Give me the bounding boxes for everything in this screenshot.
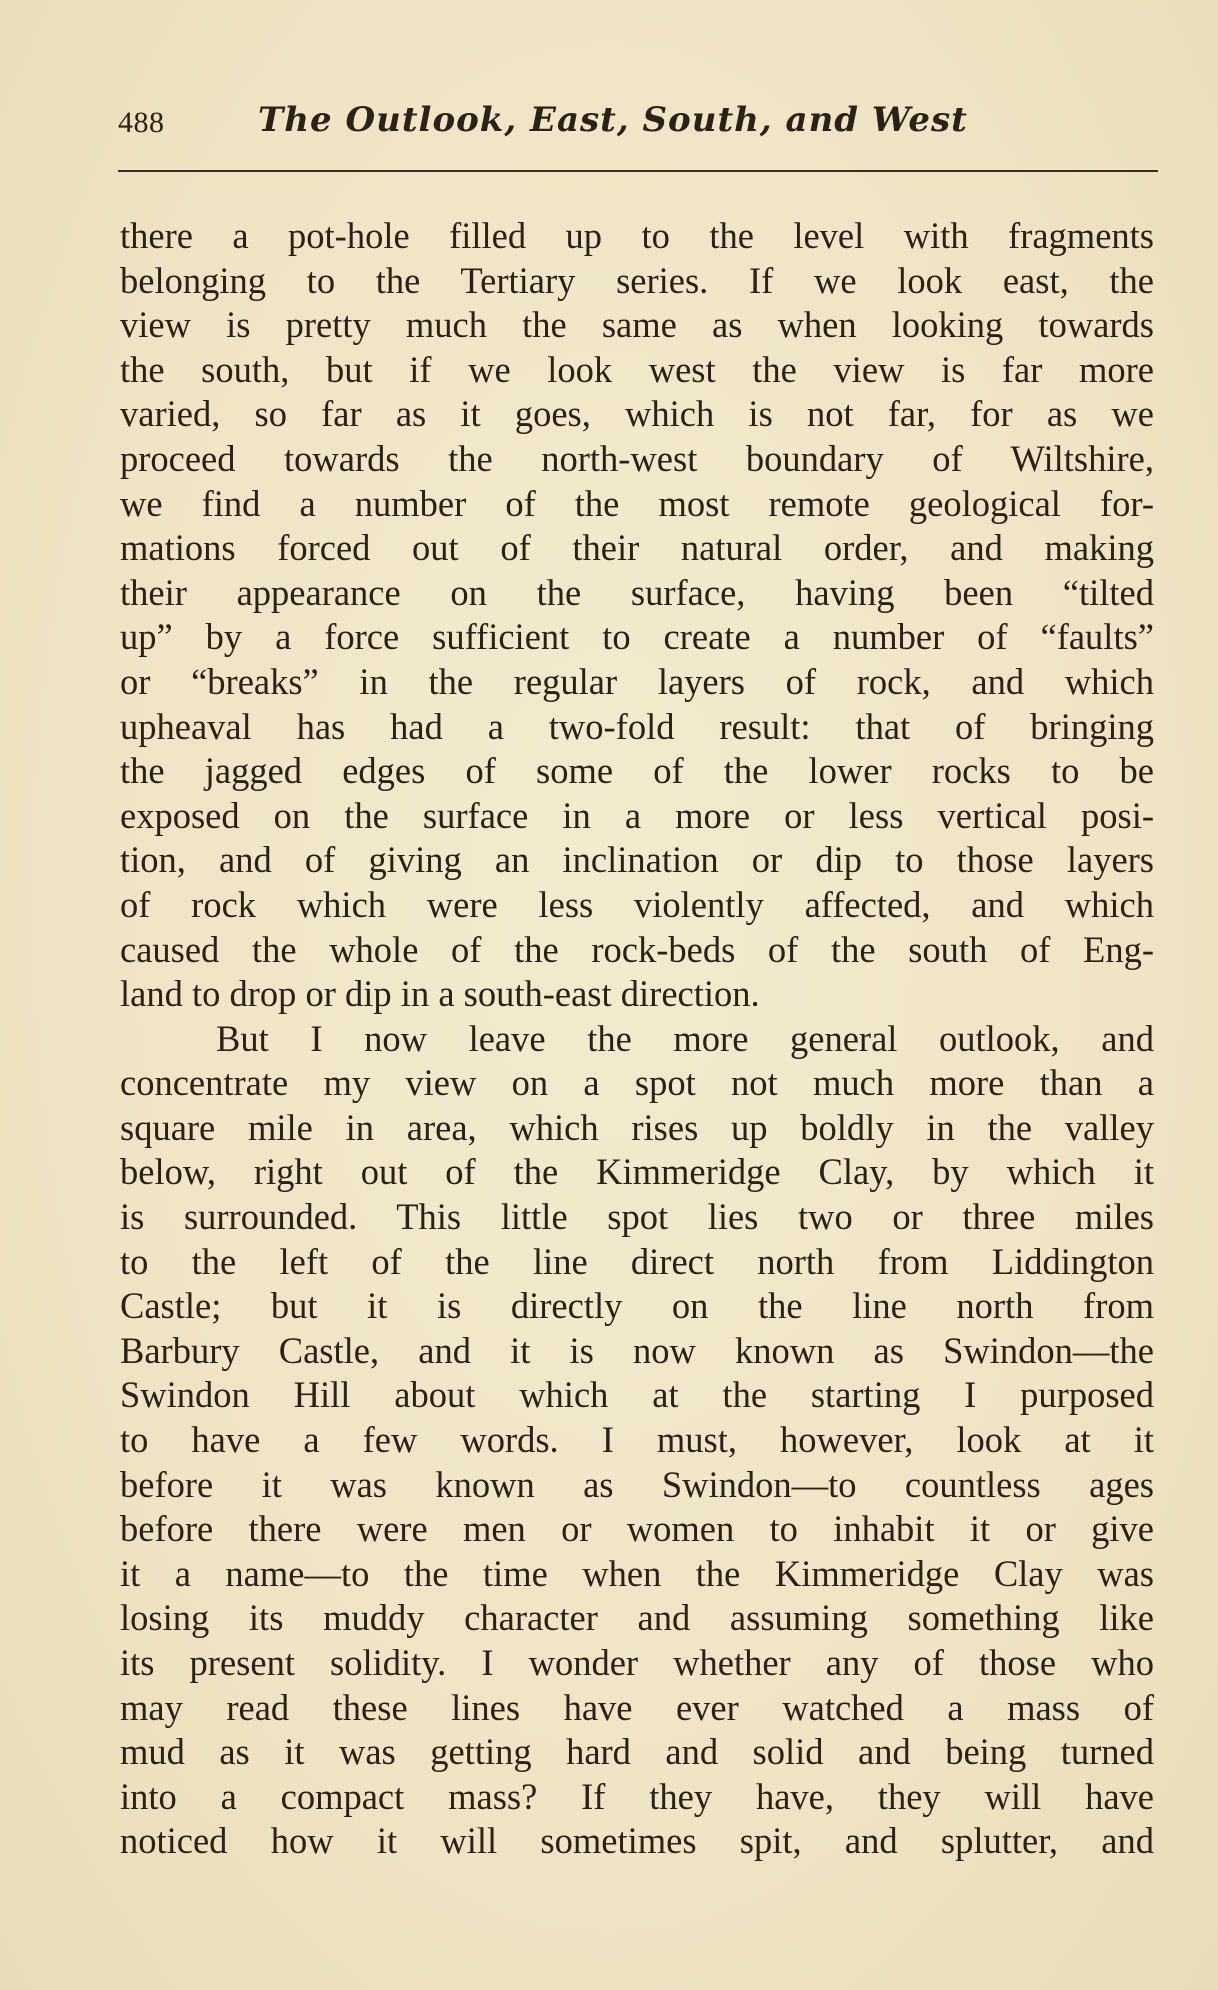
text-line: Castle; but it is directly on the line north from (120, 1285, 1154, 1327)
text-line: Swindon Hill about which at the starting I purposed (120, 1374, 1154, 1416)
text-line: concentrate my view on a spot not much more than a (120, 1062, 1154, 1104)
text-line: into a compact mass? If they have, they will have (120, 1775, 1154, 1817)
text-line: the jagged edges of some of the lower rocks to be (120, 750, 1154, 792)
text-line: land to drop or dip in a south-east direction. (120, 973, 760, 1015)
body-text (120, 214, 1154, 1864)
text-line: view is pretty much the same as when looking towards (120, 304, 1154, 346)
text-line: But I now leave the more general outlook, and (216, 1017, 1154, 1059)
page-header (118, 100, 1158, 150)
text-line: we find a number of the most remote geological for- (120, 482, 1154, 524)
text-line: caused the whole of the rock-beds of the south of Eng- (120, 928, 1154, 970)
text-line: their appearance on the surface, having been “tilted (120, 571, 1154, 613)
text-line: below, right out of the Kimmeridge Clay, by which it (120, 1151, 1154, 1193)
text-line: of rock which were less violently affected, and which (120, 883, 1154, 925)
text-line: upheaval has had a two-fold result: that of bringing (120, 705, 1154, 747)
text-line: Barbury Castle, and it is now known as Swindon—the (120, 1329, 1154, 1371)
header-rule (118, 170, 1158, 172)
text-line: is surrounded. This little spot lies two or three miles (120, 1196, 1154, 1238)
text-line: may read these lines have ever watched a mass of (120, 1686, 1154, 1728)
text-line: noticed how it will sometimes spit, and splutter, and (120, 1820, 1154, 1862)
text-line: there a pot-hole filled up to the level with fragments (120, 215, 1154, 256)
text-line: to the left of the line direct north from Liddington (120, 1240, 1154, 1282)
page-number: 488 (118, 106, 165, 139)
text-line: square mile in area, which rises up boldly in the valley (120, 1106, 1154, 1148)
text-line: exposed on the surface in a more or less vertical posi- (120, 794, 1154, 836)
text-line: losing its muddy character and assuming something like (120, 1597, 1154, 1639)
text-line: before there were men or women to inhabit it or give (120, 1508, 1154, 1550)
text-line: up” by a force sufficient to create a number of “faults” (120, 616, 1154, 658)
text-line: it a name—to the time when the Kimmeridge Clay was (120, 1552, 1154, 1594)
text-line: belonging to the Tertiary series. If we look east, the (120, 259, 1154, 301)
text-line: proceed towards the north-west boundary of Wiltshire, (120, 437, 1154, 479)
text-line: tion, and of giving an inclination or dip to those layers (120, 839, 1154, 881)
text-line: varied, so far as it goes, which is not far, for as we (120, 393, 1154, 435)
running-title: The Outlook, East, South, and West (258, 100, 968, 140)
text-line: the south, but if we look west the view is far more (120, 348, 1154, 390)
text-line: before it was known as Swindon—to countless ages (120, 1463, 1154, 1505)
text-line: mud as it was getting hard and solid and being turned (120, 1731, 1154, 1773)
text-line: its present solidity. I wonder whether any of those who (120, 1642, 1154, 1683)
text-line: mations forced out of their natural order, and making (120, 527, 1154, 569)
text-line: or “breaks” in the regular layers of rock, and which (120, 660, 1154, 702)
text-line: to have a few words. I must, however, look at it (120, 1419, 1154, 1461)
